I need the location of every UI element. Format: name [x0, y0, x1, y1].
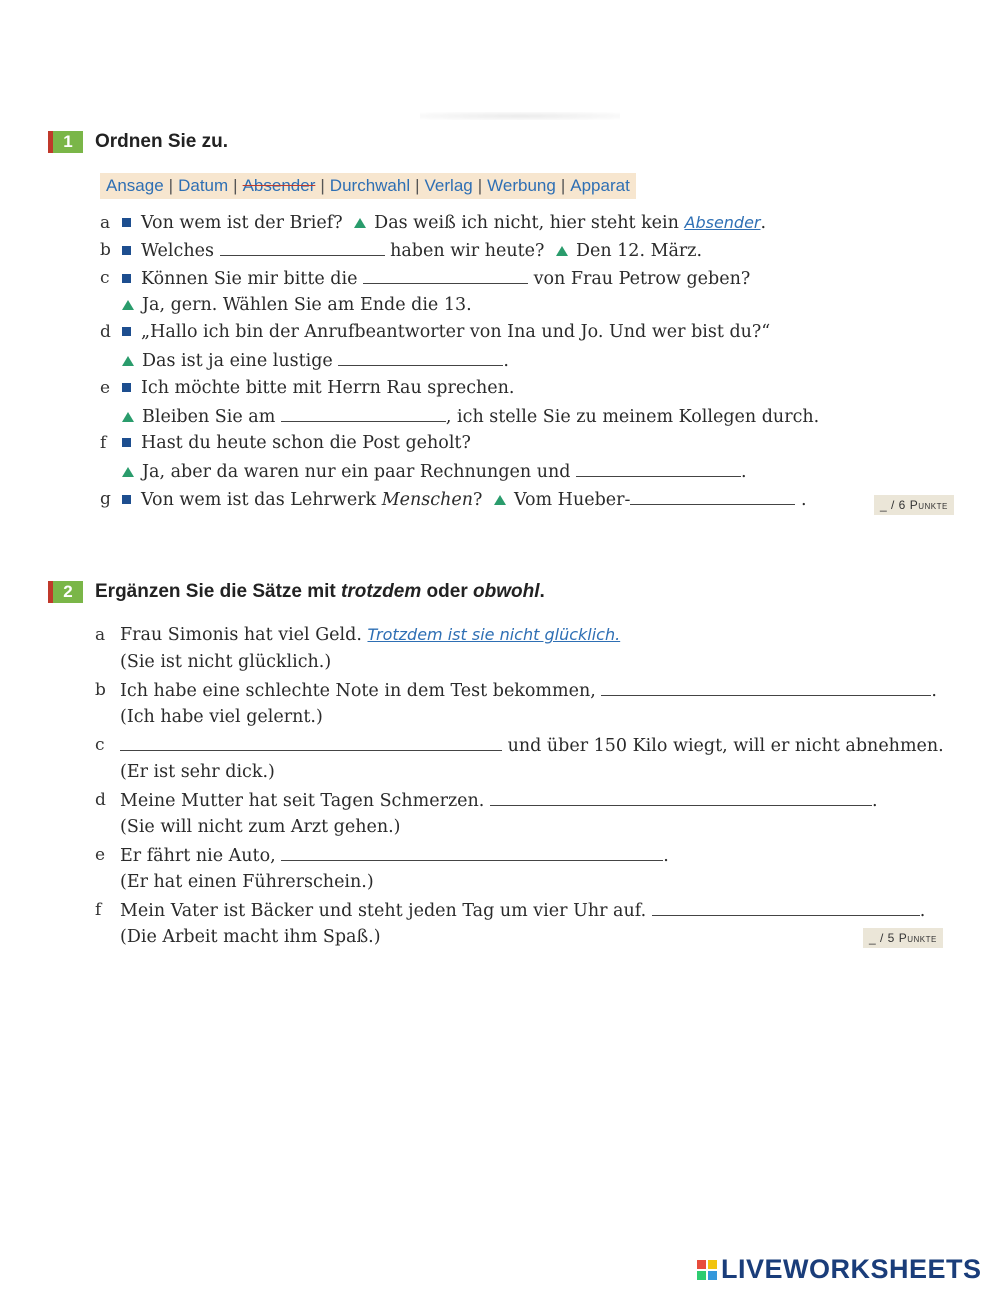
answer-blank[interactable]: [490, 789, 872, 806]
speaker-a-square-icon: [122, 495, 131, 504]
speaker-a-square-icon: [122, 274, 131, 283]
exercise-1-number: 1: [48, 131, 83, 153]
ex2-hint-f: (Die Arbeit macht ihm Spaß.): [120, 927, 381, 947]
item-letter: d: [100, 322, 111, 342]
ex1-item-e-a: Bleiben Sie am , ich stelle Sie zu meinem Kollegen durch.: [122, 405, 819, 428]
speaker-a-square-icon: [122, 327, 131, 336]
word-option-used: Absender: [242, 176, 316, 195]
item-letter: e: [95, 845, 106, 865]
item-letter: f: [95, 900, 102, 920]
ex1-item-g: Von wem ist das Lehrwerk Menschen? Vom Hueber- .: [122, 488, 807, 511]
answer-blank[interactable]: [338, 349, 503, 366]
ex2-hint-d: (Sie will nicht zum Arzt gehen.): [120, 817, 401, 837]
word-option[interactable]: Apparat: [570, 176, 630, 195]
speaker-a-square-icon: [122, 218, 131, 227]
exercise-2-number: 2: [48, 581, 83, 603]
speaker-b-triangle-icon: [122, 356, 134, 366]
item-letter: b: [95, 680, 106, 700]
ex1-item-d-q: „Hallo ich bin der Anrufbeantworter von Ina und Jo. Und wer bist du?“: [122, 321, 770, 343]
filled-answer: Trotzdem ist sie nicht glücklich.: [367, 625, 621, 644]
item-letter: f: [100, 433, 107, 453]
ex2-item-e: Er fährt nie Auto, .: [120, 846, 669, 866]
item-letter: a: [95, 625, 106, 645]
ex2-item-d: Meine Mutter hat seit Tagen Schmerzen. .: [120, 791, 878, 811]
logo-text: LIVEWORKSHEETS: [721, 1254, 982, 1284]
word-option[interactable]: Datum: [178, 176, 229, 195]
ex1-item-c-a: Ja, gern. Wählen Sie am Ende die 13.: [122, 294, 472, 316]
answer-blank[interactable]: [120, 734, 502, 751]
word-option[interactable]: Werbung: [487, 176, 556, 195]
item-letter: c: [100, 268, 110, 288]
ex2-hint-b: (Ich habe viel gelernt.): [120, 707, 323, 727]
points-box-ex1: _ / 6 Punkte: [874, 495, 954, 515]
answer-blank[interactable]: [576, 460, 741, 477]
ex2-hint-c: (Er ist sehr dick.): [120, 762, 275, 782]
ex1-item-d-a: Das ist ja eine lustige .: [122, 349, 509, 372]
ex1-item-a: Von wem ist der Brief? Das weiß ich nicht, hier steht kein Absender.: [122, 212, 766, 234]
speaker-a-square-icon: [122, 438, 131, 447]
filled-answer: Absender: [684, 213, 761, 232]
scan-shadow: [420, 112, 620, 120]
ex1-item-e-q: Ich möchte bitte mit Herrn Rau sprechen.: [122, 377, 514, 399]
speaker-a-square-icon: [122, 383, 131, 392]
answer-blank[interactable]: [281, 844, 663, 861]
speaker-b-triangle-icon: [354, 218, 366, 228]
answer-blank[interactable]: [363, 267, 528, 284]
exercise-1-header: [48, 131, 228, 153]
ex1-item-f-q: Hast du heute schon die Post geholt?: [122, 432, 471, 454]
speaker-b-triangle-icon: [122, 467, 134, 477]
item-letter: g: [100, 489, 111, 509]
ex2-item-c: und über 150 Kilo wiegt, will er nicht abnehmen.: [120, 734, 944, 757]
item-letter: c: [95, 735, 105, 755]
ex1-item-b: Welches haben wir heute? Den 12. März.: [122, 239, 702, 262]
speaker-b-triangle-icon: [122, 412, 134, 422]
ex1-item-c-q: Können Sie mir bitte die von Frau Petrow geben?: [122, 267, 750, 290]
speaker-a-square-icon: [122, 246, 131, 255]
ex1-item-f-a: Ja, aber da waren nur ein paar Rechnungen und .: [122, 460, 747, 483]
word-box: Ansage | Datum | Absender | Durchwahl | Verlag | Werbung | Apparat: [100, 173, 636, 199]
speaker-b-triangle-icon: [122, 300, 134, 310]
ex2-item-a: Frau Simonis hat viel Geld. Trotzdem ist sie nicht glücklich.: [120, 625, 621, 645]
item-letter: a: [100, 213, 111, 233]
word-option[interactable]: Verlag: [424, 176, 473, 195]
speaker-b-triangle-icon: [494, 495, 506, 505]
item-letter: d: [95, 790, 106, 810]
ex2-item-f: Mein Vater ist Bäcker und steht jeden Tag um vier Uhr auf. .: [120, 901, 926, 921]
speaker-b-triangle-icon: [556, 246, 568, 256]
answer-blank[interactable]: [652, 899, 920, 916]
points-box-ex2: _ / 5 Punkte: [863, 928, 943, 948]
ex2-hint-a: (Sie ist nicht glücklich.): [120, 652, 332, 672]
liveworksheets-logo: [697, 1254, 982, 1285]
item-letter: b: [100, 240, 111, 260]
answer-blank[interactable]: [281, 405, 446, 422]
ex2-hint-e: (Er hat einen Führerschein.): [120, 872, 374, 892]
word-option[interactable]: Durchwahl: [329, 176, 411, 195]
word-option[interactable]: Ansage: [106, 176, 164, 195]
ex2-item-b: Ich habe eine schlechte Note in dem Test bekommen, .: [120, 681, 937, 701]
item-letter: e: [100, 378, 111, 398]
answer-blank[interactable]: [601, 679, 931, 696]
exercise-1-title: Ordnen Sie zu.: [95, 131, 229, 152]
exercise-2-header: [48, 581, 545, 603]
answer-blank[interactable]: [630, 488, 795, 505]
answer-blank[interactable]: [220, 239, 385, 256]
exercise-2-title: Ergänzen Sie die Sätze mit trotzdem oder obwohl.: [95, 581, 545, 602]
logo-blocks-icon: [697, 1260, 717, 1280]
